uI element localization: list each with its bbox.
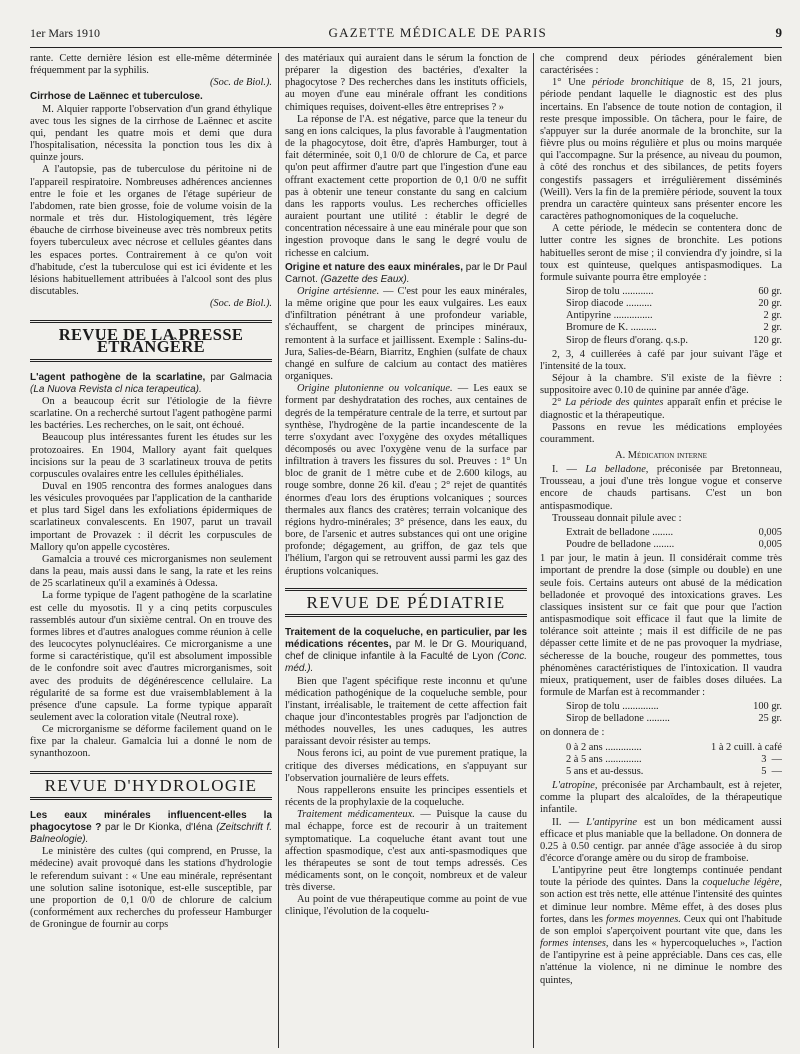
paragraph: La réponse de l'A. est négative, parce que la teneur du sang en ions calciques, la plus favorable à l'augmentation de la phagocytose, doit être, d'après Hamburger, tout à fait déterminée, soit 0,1 0/0 de chlorure de Ca, et parce qu'on peut affirmer d'autre part que l'ingestion d'une eau offrant exactement cette proportion de 0,1 0/0 ne suffit pas à obtenir une teneur constante du sang en calcium dans les rapports voulus. Les recherches officielles auraient pourtant une utilité : établir le degré de concentration nécessaire à une eau minérale pour que son ingestion provoque dans le sang le degré voulu de richesse en calcium. xyxy=(285,113,528,259)
formula-quantity: 2 gr. xyxy=(763,322,783,334)
column-2 xyxy=(285,53,527,1048)
formula-row xyxy=(566,539,782,551)
paragraph: des matériaux qui auraient dans le sérum la fonction de préparer la digestion des bactéries, d'exalter la phagocytose ? Des recherches dans les instituts officiels, au moyen d'une eau minérale offrant les conditions chimiques requises, doivent-elles être entreprises ? » xyxy=(285,53,528,113)
paragraph: on donnera de : xyxy=(540,727,605,739)
formula-quantity: 5 — xyxy=(761,765,783,777)
formula-ingredient: Antipyrine ............... xyxy=(566,310,653,322)
paragraph: 2, 3, 4 cuillerées à café par jour suivant l'âge et l'intensité de la toux. xyxy=(540,348,783,372)
formula-quantity: 2 gr. xyxy=(763,310,783,322)
paragraph: Traitement médicamenteux. — Puisque la cause du mal échappe, force est de recourir à un traitement symptomatique. La coqueluche étant avant tout une affection spasmodique, c'est aux anti-spasmodiques que les thérapeutes se sont de tout temps adressés. Ces médicaments sont, on le conçoit, nombreux et de valeur très diverse. xyxy=(285,809,528,894)
formula-quantity: 1 à 2 cuill. à café xyxy=(711,741,783,753)
page-number: 9 xyxy=(775,25,782,40)
paragraph: Duval en 1905 rencontra des formes analogues dans les vésicules provoquées par l'application de la cantharide et plus tard Sigel dans les exfoliations épidermiques de scarlatineux convalescents. En 1907, parut un travail important de Provazek : il décrit les corpuscules de Mallory qu'on appelle cycostères. xyxy=(30,481,273,553)
formula-ingredient: Extrait de belladone ........ xyxy=(566,526,674,538)
source-citation: (Soc. de Biol.). xyxy=(209,298,273,310)
subsection-heading: A. Médication interne xyxy=(615,450,707,461)
prescription-formula xyxy=(566,701,782,725)
paragraph: 2° La période des quintes apparaît enfin et précise le diagnostic et la thérapeutique. xyxy=(540,397,783,421)
paragraph: Beaucoup plus intéressantes furent les études sur les protozoaires. En 1904, Mallory ayant fait quelques incisions sur la peau de 3 scarlatineux trouva de petits corpuscules ovalaires entre les cellules épithéliales. xyxy=(30,432,273,480)
formula-row xyxy=(566,766,782,778)
formula-row xyxy=(566,742,782,754)
paragraph: Trousseau donnait pilule avec : xyxy=(552,512,682,524)
paragraph: che comprend deux périodes généralement bien caractérisées : xyxy=(540,53,783,77)
section-title: REVUE DE LA PRESSE ÉTRANGÈRE xyxy=(58,325,244,357)
formula-ingredient: Sirop de tolu .............. xyxy=(566,701,659,713)
section-rule xyxy=(285,614,527,617)
paragraph: I. — La belladone, préconisée par Bretonneau, Trousseau, a joui d'une très longue vogue et conserve encore de chauds partisans. C'est un bon antispasmodique. xyxy=(540,464,783,512)
formula-ingredient: 5 ans et au-dessus. xyxy=(566,765,644,777)
formula-row xyxy=(566,298,782,310)
paragraph: A l'autopsie, pas de tuberculose du péritoine ni de l'appareil respiratoire. Nombreuses adhérences anciennes entre le foie et les organes de l'étage supérieur de l'abdomen, rate bien grosse, foie de volume voisin de la normale et très dur. Histologiquement, très légère ébauche de cirrhose biveineuse avec très nombreux petits foyers tuberculeux avec nécrose et cellules géantes dans les espaces portes. Contrairement à ce qu'on voit d'habitude, c'est la tuberculose qui est ici évidente et les lésions habituellement attribuées à l'alcool sont des plus discutables. xyxy=(30,164,273,297)
article-heading-scarlatine: L'agent pathogène de la scarlatine, par Galmacia (La Nuova Revista cl nica terapeutica). xyxy=(30,371,273,395)
paragraph: On a beaucoup écrit sur l'étiologie de la fièvre scarlatine. On a recherché surtout l'agent pathogène parmi les bactéries. Les recherches, on le sait, ont échoué. xyxy=(30,395,273,432)
formula-ingredient: Bromure de K. .......... xyxy=(566,322,657,334)
column-divider xyxy=(533,53,534,1048)
prescription-formula xyxy=(566,286,782,347)
formula-ingredient: Sirop de fleurs d'orang. q.s.p. xyxy=(566,334,688,346)
paragraph: A cette période, le médecin se contentera donc de lutter contre les signes de bronchite. Les potions habituelles seront de mise ; il conviendra d'y joindre, si la toux est quinteuse, quelques antispasmodiques. La formule suivante pourra être employée : xyxy=(540,223,783,283)
header-rule xyxy=(30,47,782,48)
column-divider xyxy=(278,53,279,1048)
paragraph: L'atropine, préconisée par Archambault, est à rejeter, comme la plupart des alcaloïdes, de la thérapeutique infantile. xyxy=(540,780,783,816)
article-heading-coqueluche: Traitement de la coqueluche, en particulier, par les médications récentes, par M. le Dr G. Mouriquand, chef de clinique infantile à la Faculté de Lyon (Conc. méd.). xyxy=(285,626,528,675)
paragraph: Bien que l'agent spécifique reste inconnu et qu'une médication pathogénique de la coqueluche semble, pour l'instant, irréalisable, le traitement de cette affection fait chaque jour d'incontestables progrès par l'adjonction de méthodes nouvelles, les unes caduques, les autres paraissant devoir résister au temps. xyxy=(285,675,528,748)
paragraph: Nous rappellerons ensuite les principes essentiels et récents de la prophylaxie de la coqueluche. xyxy=(285,784,528,809)
journal-title: GAZETTE MÉDICALE DE PARIS xyxy=(328,25,547,40)
paragraph: Au point de vue thérapeutique comme au point de vue clinique, l'évolution de la coquelu- xyxy=(285,894,528,918)
formula-quantity: 20 gr. xyxy=(758,298,783,310)
formula-quantity: 60 gr. xyxy=(758,285,783,297)
article-heading-eaux-phagocytose: Les eaux minérales influencent-elles la phagocytose ? par le Dr Kionka, d'Iéna (Zeitschrift f. Balneologie). xyxy=(30,809,273,846)
section-rule xyxy=(30,797,272,800)
page-header xyxy=(30,27,782,45)
section-title: REVUE DE PÉDIATRIE xyxy=(306,592,506,612)
formula-ingredient: Poudre de belladone ........ xyxy=(566,539,675,551)
article-heading-origine: Origine et nature des eaux minérales, par le Dr Paul Carnot. (Gazette des Eaux). xyxy=(285,261,528,285)
section-hydrologie xyxy=(30,771,272,800)
formula-ingredient: 0 à 2 ans .............. xyxy=(566,741,642,753)
prescription-formula xyxy=(566,527,782,551)
paragraph: M. Alquier rapporte l'observation d'un grand éthylique avec tous les signes de la cirrhose de Laënnec et ascite qui, pendant les quatre mois et demi que dura l'hospitalisation, nécessita la ponction tous les dix à quinze jours. xyxy=(30,103,273,164)
formula-quantity: 0,005 xyxy=(758,526,783,538)
formula-row xyxy=(566,310,782,322)
formula-row xyxy=(566,527,782,539)
paragraph: rante. Cette dernière lésion est elle-même déterminée fréquemment par la syphilis. xyxy=(30,53,273,77)
paragraph: L'antipyrine peut être longtemps continuée pendant toute la période des quintes. Dans la coqueluche légère, son action est très nette, elle atténue l'intensité des quintes et diminue leur nombre. Même effet, à des doses plus fortes, dans les formes moyennes. Ceux qui ont l'habitude de son emploi s'aperçoivent pourtant vite que, dans les formes intenses, dans les « hypercoqueluches », l'action de l'antipyrine est à peine appréciable. Dans ces cas, elle n'atténue la violence, ni ne diminue le nombre des quintes, xyxy=(540,865,783,986)
section-pediatrie xyxy=(285,588,527,617)
source-citation: (Soc. de Biol.). xyxy=(209,77,273,89)
column-3 xyxy=(540,53,782,1048)
column-1 xyxy=(30,53,272,1048)
paragraph: Origine plutonienne ou volcanique. — Les eaux se forment par deshydratation des roches, aux centaines de degrés de la température centrale de la terre, et surtout par synthèse, l'hydrogène de la partie incandescente de la terre s'oxydant avec l'oxygène des oxydes métalliques décomposés ou avec l'oxygène venu de la surface par infiltration à travers les fissures du sol. Preuves : 1° Un bloc de granit de 1 mètre cube et de 2.600 kilogs, au rouge sombre, donne 26 kil. d'eau ; 2° rejet de quantités énormes d'eau lors des éruptions volcaniques ; sources thermales aux flancs des cratères; terrain volcanique des régions hydro-minérales; 3° présence, dans les eaux, du bore, de l'arsenic et autres substances qui ont une origine profonde; dégagement, au griffon, de gaz tels que l'hélium, l'argon qui se retrouvent aussi parmi les gaz des éruptions volcaniques. xyxy=(285,383,528,577)
formula-quantity: 120 gr. xyxy=(753,334,783,346)
dosage-table xyxy=(566,742,782,778)
paragraph: Gamalcia a trouvé ces microrganismes non seulement dans la peau, mais aussi dans le sang, la rate et les reins de 25 scarlatineux qu'il a examinés à Odessa. xyxy=(30,553,273,590)
paragraph: La forme typique de l'agent pathogène de la scarlatine est celle du myosotis. Il y a cinq petits corpuscules rassemblés autour d'un sixième central. On en trouve des formes libres et d'autres analogues comme réunion à celle des leucocytes polynucléaires. Ce microrganisme a une forme si caractéristique, qu'il est absolument impossible de le confondre soit avec d'autres microrganismes, soit avec des produits de dégénérescence cellulaire. La régularité de sa forme est due vraisemblablement à la présence d'une capsule. La forme typique apparaît seulement avec la coloration vitale (Neutral roxe). xyxy=(30,590,273,723)
formula-row xyxy=(566,322,782,334)
paragraph: 1 par jour, le matin à jeun. Il considérait comme très important de prendre la dose (simple ou double) en une seule fois. Certains auteurs ont abusé de la médication belladonée et provoqué des intoxications graves. Les classiques insistent sur ce fait que pour que l'action antispasmodique soit efficace il faut que la limite de tolérance soit atteinte ; mais il est difficile de ne pas dépasser cette limite et de ne pas provoquer la mydriase, sécheresse de la bouche, rougeur des pommettes, tous phénomènes caractéristiques de l'intoxication. Il vaudra mieux, pratiquement, user de faibles doses diluées. La formule de Marfan est à recommander : xyxy=(540,553,783,698)
columns xyxy=(30,53,782,1048)
formula-ingredient: Sirop diacode .......... xyxy=(566,298,652,310)
formula-row xyxy=(566,713,782,725)
issue-date: 1er Mars 1910 xyxy=(30,26,100,40)
article-heading-cirrhose: Cirrhose de Laënnec et tuberculose. xyxy=(30,91,203,103)
paragraph: Le ministère des cultes (qui comprend, en Prusse, la médecine) avait provoqué dans les stations d'hydrologie le referendum suivant : « Une eau minérale, représentant une solution saline isotonique, est-elle susceptible, par une proportion de 0,1 0/0 de chlorure de calcium (conformément aux recherches du professeur Hamburger de Groningue de fournir au corps xyxy=(30,846,273,931)
paragraph: Passons en revue les médications employées couramment. xyxy=(540,421,783,445)
paragraph: Séjour à la chambre. S'il existe de la fièvre : suppositoire avec 0.10 de quinine par année d'âge. xyxy=(540,373,783,397)
formula-row xyxy=(566,335,782,347)
formula-row xyxy=(566,701,782,713)
section-rule xyxy=(30,359,272,362)
formula-quantity: 100 gr. xyxy=(753,701,783,713)
formula-quantity: 0,005 xyxy=(758,539,783,551)
formula-quantity: 3 — xyxy=(761,753,783,765)
formula-ingredient: Sirop de tolu ............ xyxy=(566,285,654,297)
paragraph: 1° Une période bronchitique de 8, 15, 21 jours, période pendant laquelle le diagnostic est des plus incertains. En l'absence de toute notion de contagion, il reste presque impossible. On tâchera, pour le faire, de s'appuyer sur la durée anormale de la bronchite, sur la fièvre plus ou moins régulière et plus ou moins marquée qui l'accompagne. Sur la présence, au niveau du poumon, à côté des ronchus et des sibilances, de petits foyers congestifs passagers et irrégulièrement disséminés (Weill). Vers la fin de la première période, souvent la toux prendra un caractère quinteux sans présenter encore les caractères pathognomoniques de la coqueluche. xyxy=(540,77,783,223)
section-presse-etrangere xyxy=(30,320,272,361)
formula-quantity: 25 gr. xyxy=(758,713,783,725)
formula-ingredient: Sirop de belladone ......... xyxy=(566,713,670,725)
formula-row xyxy=(566,286,782,298)
formula-row xyxy=(566,754,782,766)
paragraph: II. — L'antipyrine est un bon médicament aussi efficace et plus maniable que la belladone. On donnera de 0.25 à 0.50 centigr. par année d'âge associée à du sirop d'écorce d'orange amère ou du sirop de framboise. xyxy=(540,816,783,864)
paragraph: Nous ferons ici, au point de vue purement pratique, la critique des diverses médications, en s'appuyant sur l'observation journalière de leurs effets. xyxy=(285,748,528,784)
paragraph: Origine artésienne. — C'est pour les eaux minérales, la même origine que pour les eaux vulgaires. Les eaux d'infiltration pénétrant à une profondeur variable, s'échauffent, se chargent de principes minéraux, remontent à la surface et jaillissent. Exemple : Salins-du-Jura, Salies-de-Béarn, Biarritz, Enghien (sulfate de chaux changé en sulfure de calcium au contact des matières organiques. xyxy=(285,285,528,383)
formula-ingredient: 2 à 5 ans .............. xyxy=(566,753,642,765)
section-title: REVUE D'HYDROLOGIE xyxy=(44,775,258,795)
paragraph: Ce microrganisme se déforme facilement quand on le fixe par la chaleur. Gamalcia lui a donné le nom de synanthozoon. xyxy=(30,724,273,760)
